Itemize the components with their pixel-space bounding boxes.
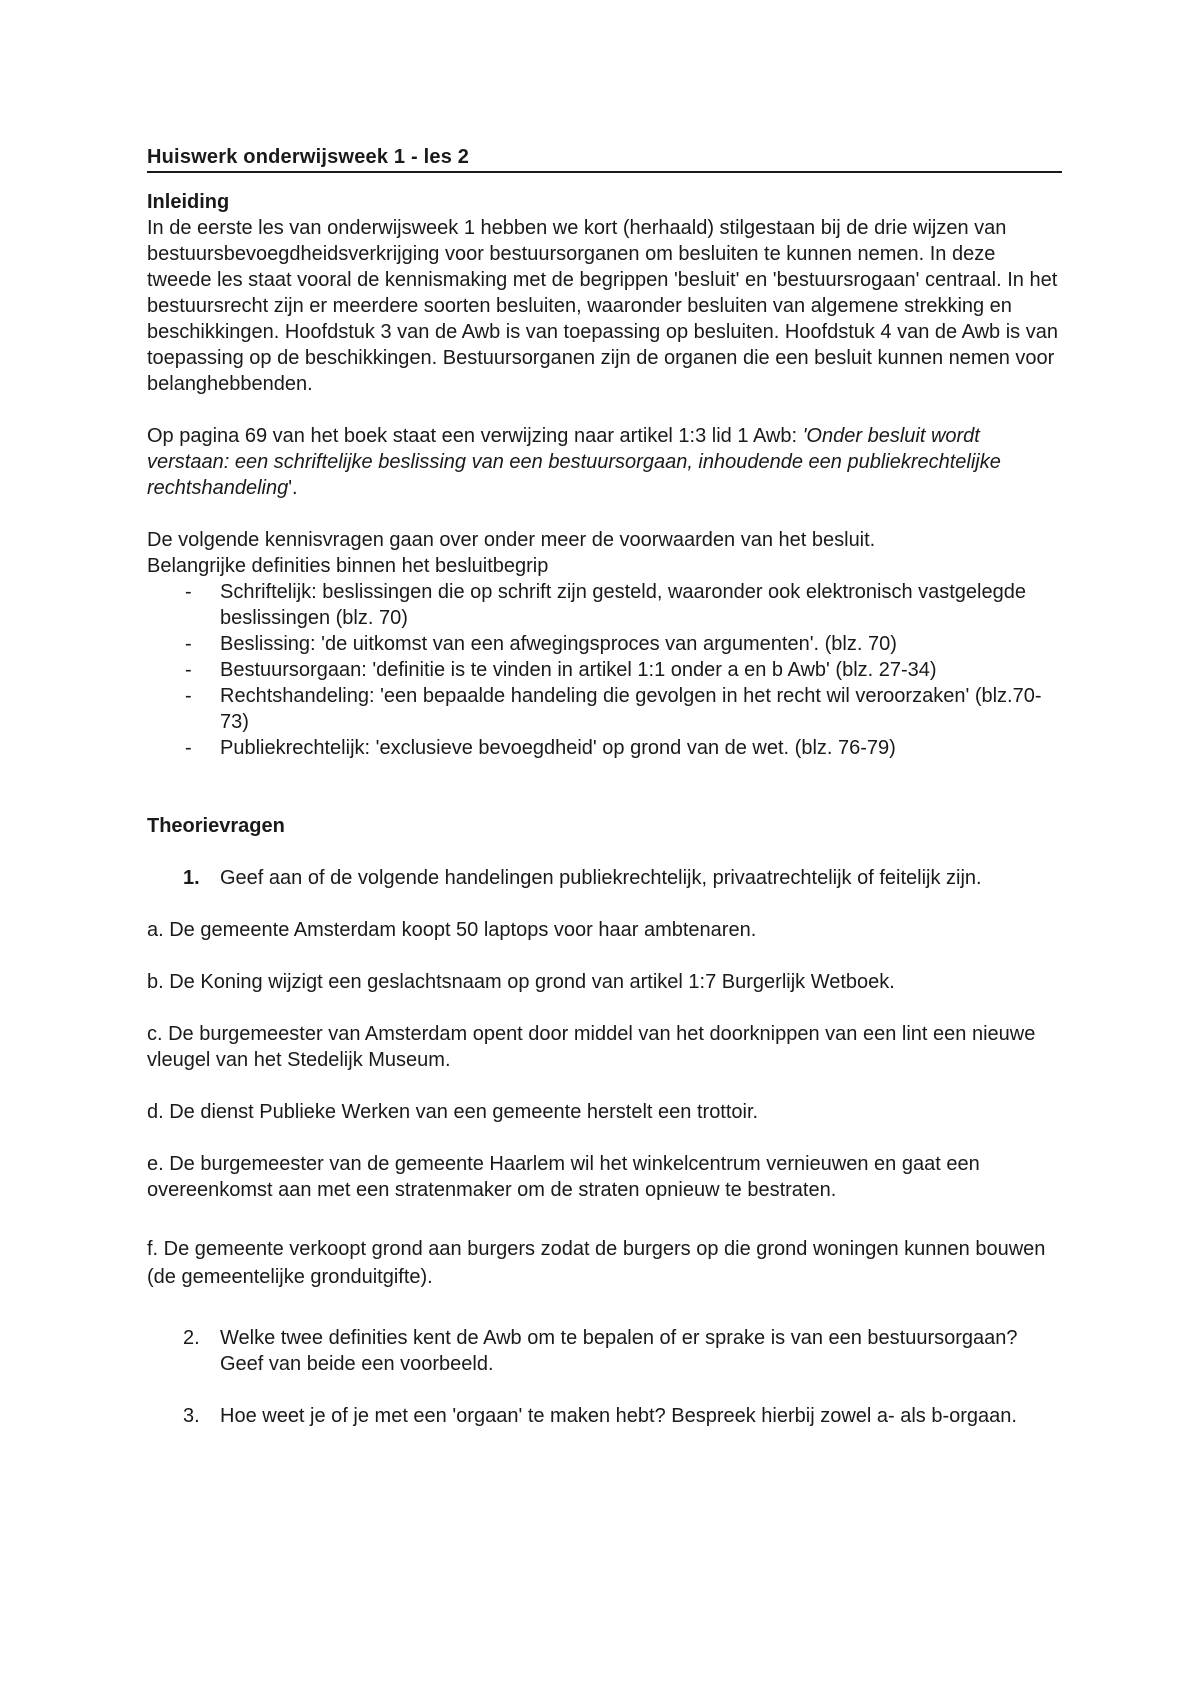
- spacer: [147, 891, 1062, 917]
- theorievragen-heading: Theorievragen: [147, 815, 285, 837]
- question-1: [147, 865, 1062, 891]
- definition-text: Publiekrechtelijk: 'exclusieve bevoegdheid' op grond van de wet. (blz. 76-79): [220, 737, 896, 759]
- sub-question-d: d. De dienst Publieke Werken van een gemeente herstelt een trottoir.: [147, 1101, 759, 1123]
- question-list-1: [147, 865, 1062, 891]
- question-list-2: [147, 1325, 1062, 1377]
- spacer: [147, 1317, 1062, 1325]
- sub-question-a: a. De gemeente Amsterdam koopt 50 laptops voor haar ambtenaren.: [147, 919, 757, 941]
- sub-question-b: b. De Koning wijzigt een geslachtsnaam op grond van artikel 1:7 Burgerlijk Wetboek.: [147, 971, 895, 993]
- question-number: 1.: [183, 867, 200, 889]
- besluit-definition-quote: 'Onder besluit wordt verstaan: een schriftelijke beslissing van een bestuursorgaan, inhoudende een publiekrechtelijke rechtshandeling: [147, 425, 1001, 499]
- question-number: 2.: [183, 1327, 200, 1349]
- question-number: 3.: [183, 1405, 200, 1427]
- spacer: [147, 761, 1062, 813]
- question-text: Hoe weet je of je met een 'orgaan' te maken hebt? Bespreek hierbij zowel a- als b-orgaan.: [220, 1405, 1017, 1427]
- inleiding-paragraph: In de eerste les van onderwijsweek 1 hebben we kort (herhaald) stilgestaan bij de drie wijzen van bestuursbevoegdheidsverkrijging voor bestuursorganen om besluiten te kunnen nemen. In deze tweede les staat vooral de kennismaking met de begrippen 'besluit' en 'bestuursrogaan' centraal. In het bestuursrecht zijn er meerdere soorten besluiten, waaronder besluiten van algemene strekking en beschikkingen. Hoofdstuk 3 van de Awb is van toepassing op besluiten. Hoofdstuk 4 van de Awb is van toepassing op de beschikkingen. Bestuursorganen zijn de organen die een besluit kunnen nemen voor belanghebbenden.: [147, 217, 1058, 395]
- list-dash: -: [185, 633, 192, 655]
- spacer: [147, 995, 1062, 1021]
- question-2: [147, 1325, 1062, 1377]
- definition-item: [147, 683, 1062, 735]
- sub-question-e: e. De burgemeester van de gemeente Haarlem wil het winkelcentrum vernieuwen en gaat een overeenkomst aan met een stratenmaker om de straten opnieuw te bestraten.: [147, 1153, 980, 1201]
- question-3: [147, 1403, 1062, 1429]
- definition-item: [147, 735, 1062, 761]
- definition-item: [147, 631, 1062, 657]
- list-dash: -: [185, 737, 192, 759]
- spacer: [147, 839, 1062, 865]
- list-dash: -: [185, 581, 192, 603]
- spacer: [147, 1125, 1062, 1151]
- definition-text: Bestuursorgaan: 'definitie is te vinden in artikel 1:1 onder a en b Awb' (blz. 27-34): [220, 659, 937, 681]
- spacer: [147, 501, 1062, 527]
- definition-item: [147, 579, 1062, 631]
- sub-question-c: c. De burgemeester van Amsterdam opent door middel van het doorknippen van een lint een nieuwe vleugel van het Stedelijk Museum.: [147, 1023, 1036, 1071]
- definition-text: Rechtshandeling: 'een bepaalde handeling die gevolgen in het recht wil veroorzaken' (blz.70-73): [220, 685, 1042, 733]
- reference-tail: '.: [288, 477, 298, 499]
- spacer: [147, 1073, 1062, 1099]
- definition-text: Beslissing: 'de uitkomst van een afwegingsproces van argumenten'. (blz. 70): [220, 633, 897, 655]
- inleiding-heading: Inleiding: [147, 191, 230, 213]
- list-dash: -: [185, 659, 192, 681]
- spacer: [147, 1377, 1062, 1403]
- sub-question-f: f. De gemeente verkoopt grond aan burgers zodat de burgers op die grond woningen kunnen bouwen (de gemeentelijke gronduitgifte).: [147, 1238, 1046, 1288]
- definition-text: Schriftelijk: beslissingen die op schrift zijn gesteld, waaronder ook elektronisch vastgelegde beslissingen (blz. 70): [220, 581, 1026, 629]
- list-dash: -: [185, 685, 192, 707]
- spacer: [147, 943, 1062, 969]
- reference-lead: Op pagina 69 van het boek staat een verwijzing naar artikel 1:3 lid 1 Awb:: [147, 425, 803, 447]
- kennisvragen-intro: De volgende kennisvragen gaan over onder meer de voorwaarden van het besluit.: [147, 529, 876, 551]
- spacer: [147, 1291, 1062, 1317]
- question-list-3: [147, 1403, 1062, 1429]
- spacer: [147, 397, 1062, 423]
- definition-reference-paragraph: [147, 423, 1062, 501]
- definitions-list: [147, 579, 1062, 761]
- definition-item: [147, 657, 1062, 683]
- question-text: Welke twee definities kent de Awb om te bepalen of er sprake is van een bestuursorgaan? Geef van beide een voorbeeld.: [220, 1327, 1018, 1375]
- spacer: [147, 1203, 1062, 1229]
- document-page: [147, 144, 1062, 1429]
- definities-intro: Belangrijke definities binnen het besluitbegrip: [147, 555, 549, 577]
- document-title: Huiswerk onderwijsweek 1 - les 2: [147, 144, 1062, 173]
- question-text: Geef aan of de volgende handelingen publiekrechtelijk, privaatrechtelijk of feitelijk zijn.: [220, 867, 982, 889]
